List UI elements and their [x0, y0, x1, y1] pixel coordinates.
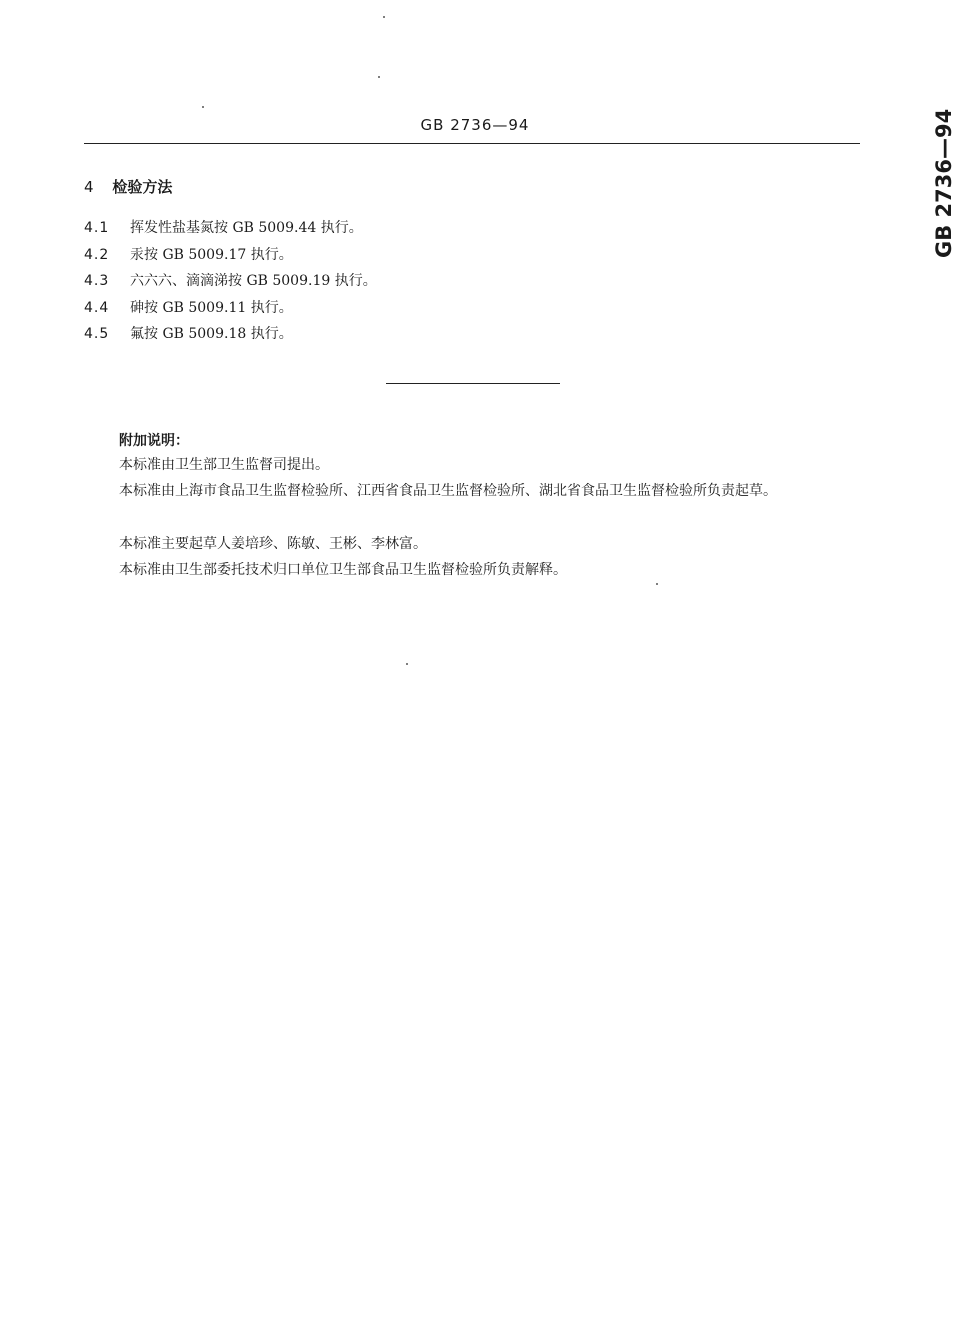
appendix-paragraph: 本标准由卫生部卫生监督司提出。 [119, 457, 329, 473]
section-number: 4 [84, 178, 94, 196]
method-text: 汞按 GB 5009.17 执行。 [130, 247, 293, 263]
scan-speck [656, 583, 658, 585]
method-item [84, 270, 377, 290]
method-number: 4.1 [84, 220, 110, 236]
scan-speck [378, 76, 380, 78]
scan-speck [406, 663, 408, 665]
method-text: 砷按 GB 5009.11 执行。 [130, 300, 293, 316]
method-number: 4.4 [84, 300, 110, 316]
side-standard-code-text: GB 2736—94 [932, 108, 956, 258]
method-text: 挥发性盐基氮按 GB 5009.44 执行。 [130, 220, 363, 236]
method-number: 4.5 [84, 326, 110, 342]
appendix-paragraph: 本标准主要起草人姜培珍、陈敏、王彬、李林富。 [119, 536, 427, 552]
method-item [84, 217, 363, 237]
section-divider [386, 383, 560, 384]
side-standard-code [932, 90, 956, 260]
method-item [84, 297, 293, 317]
appendix-paragraph: 本标准由上海市食品卫生监督检验所、江西省食品卫生监督检验所、湖北省食品卫生监督检验所负责起草。 [119, 483, 777, 499]
section-title: 检验方法 [112, 178, 173, 196]
scan-speck [202, 106, 204, 108]
method-item [84, 323, 293, 343]
header-standard-code: GB 2736—94 [420, 116, 530, 134]
method-text: 六六六、滴滴涕按 GB 5009.19 执行。 [130, 273, 377, 289]
section-heading [84, 176, 172, 197]
method-number: 4.2 [84, 247, 110, 263]
appendix-paragraph: 本标准由卫生部委托技术归口单位卫生部食品卫生监督检验所负责解释。 [119, 562, 567, 578]
method-text: 氟按 GB 5009.18 执行。 [130, 326, 293, 342]
header-rule [84, 143, 860, 144]
method-item [84, 244, 293, 264]
appendix-title: 附加说明： [119, 433, 189, 449]
scan-speck [383, 16, 385, 18]
method-number: 4.3 [84, 273, 110, 289]
